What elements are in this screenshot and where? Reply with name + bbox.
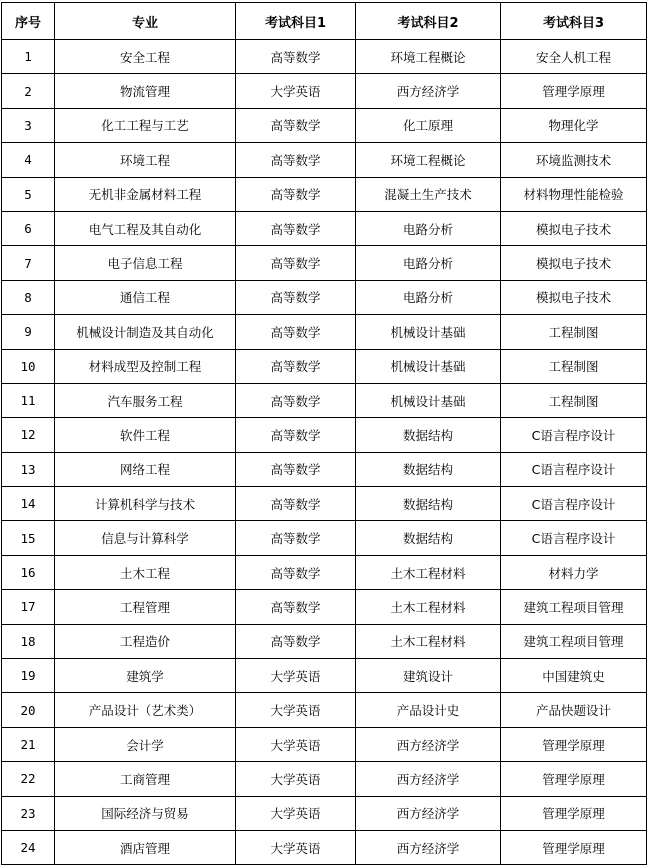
cell-subject-2: 西方经济学	[356, 727, 501, 761]
table-row	[2, 487, 647, 521]
table-row	[2, 40, 647, 74]
cell-subject-1: 高等数学	[236, 315, 356, 349]
cell-index: 22	[2, 762, 55, 796]
cell-subject-3: 管理学原理	[501, 796, 647, 830]
cell-index: 21	[2, 727, 55, 761]
cell-subject-3: 建筑工程项目管理	[501, 590, 647, 624]
cell-subject-2: 电路分析	[356, 246, 501, 280]
cell-index: 16	[2, 555, 55, 589]
cell-subject-1: 高等数学	[236, 143, 356, 177]
header-row	[2, 3, 647, 40]
cell-subject-3: 管理学原理	[501, 74, 647, 108]
cell-subject-3: 建筑工程项目管理	[501, 624, 647, 658]
cell-subject-2: 土木工程材料	[356, 555, 501, 589]
exam-subjects-table	[1, 2, 647, 865]
cell-major: 计算机科学与技术	[55, 487, 236, 521]
table-row	[2, 762, 647, 796]
cell-index: 1	[2, 40, 55, 74]
cell-major: 通信工程	[55, 280, 236, 314]
table-row	[2, 624, 647, 658]
cell-index: 18	[2, 624, 55, 658]
cell-major: 工程管理	[55, 590, 236, 624]
table-row	[2, 211, 647, 245]
cell-index: 11	[2, 383, 55, 417]
cell-index: 12	[2, 418, 55, 452]
cell-major: 工商管理	[55, 762, 236, 796]
table-row	[2, 452, 647, 486]
cell-subject-2: 混凝土生产技术	[356, 177, 501, 211]
table-row	[2, 555, 647, 589]
cell-major: 信息与计算科学	[55, 521, 236, 555]
cell-subject-3: 产品快题设计	[501, 693, 647, 727]
cell-index: 20	[2, 693, 55, 727]
cell-subject-3: 中国建筑史	[501, 659, 647, 693]
cell-major: 电子信息工程	[55, 246, 236, 280]
cell-major: 机械设计制造及其自动化	[55, 315, 236, 349]
cell-subject-1: 高等数学	[236, 349, 356, 383]
cell-subject-1: 高等数学	[236, 280, 356, 314]
cell-major: 环境工程	[55, 143, 236, 177]
cell-major: 化工工程与工艺	[55, 108, 236, 142]
table-body	[2, 40, 647, 865]
cell-subject-3: 工程制图	[501, 315, 647, 349]
cell-major: 土木工程	[55, 555, 236, 589]
table-row	[2, 280, 647, 314]
cell-index: 24	[2, 830, 55, 864]
cell-major: 网络工程	[55, 452, 236, 486]
cell-subject-3: 物理化学	[501, 108, 647, 142]
cell-subject-3: C语言程序设计	[501, 418, 647, 452]
cell-subject-2: 化工原理	[356, 108, 501, 142]
cell-subject-2: 环境工程概论	[356, 40, 501, 74]
cell-subject-1: 大学英语	[236, 727, 356, 761]
cell-subject-3: 管理学原理	[501, 727, 647, 761]
cell-major: 汽车服务工程	[55, 383, 236, 417]
cell-subject-1: 高等数学	[236, 108, 356, 142]
table-row	[2, 796, 647, 830]
cell-index: 17	[2, 590, 55, 624]
cell-subject-2: 电路分析	[356, 280, 501, 314]
cell-subject-2: 机械设计基础	[356, 349, 501, 383]
cell-subject-1: 高等数学	[236, 624, 356, 658]
cell-major: 建筑学	[55, 659, 236, 693]
table-row	[2, 383, 647, 417]
cell-index: 6	[2, 211, 55, 245]
header-subject-1: 考试科目1	[236, 3, 356, 40]
table-row	[2, 143, 647, 177]
cell-index: 10	[2, 349, 55, 383]
cell-index: 14	[2, 487, 55, 521]
table-row	[2, 177, 647, 211]
cell-subject-2: 数据结构	[356, 487, 501, 521]
table-row	[2, 727, 647, 761]
table-row	[2, 830, 647, 864]
header-major: 专业	[55, 3, 236, 40]
cell-subject-1: 高等数学	[236, 555, 356, 589]
cell-subject-1: 大学英语	[236, 796, 356, 830]
cell-index: 2	[2, 74, 55, 108]
cell-major: 物流管理	[55, 74, 236, 108]
cell-subject-2: 土木工程材料	[356, 590, 501, 624]
cell-subject-2: 西方经济学	[356, 74, 501, 108]
cell-subject-2: 建筑设计	[356, 659, 501, 693]
cell-index: 13	[2, 452, 55, 486]
cell-subject-2: 西方经济学	[356, 830, 501, 864]
header-subject-3: 考试科目3	[501, 3, 647, 40]
cell-subject-3: C语言程序设计	[501, 487, 647, 521]
cell-subject-3: 工程制图	[501, 383, 647, 417]
cell-subject-1: 高等数学	[236, 452, 356, 486]
cell-subject-1: 大学英语	[236, 762, 356, 796]
cell-subject-3: 模拟电子技术	[501, 280, 647, 314]
cell-index: 8	[2, 280, 55, 314]
cell-subject-1: 大学英语	[236, 693, 356, 727]
cell-subject-1: 大学英语	[236, 830, 356, 864]
cell-subject-2: 西方经济学	[356, 796, 501, 830]
cell-subject-1: 高等数学	[236, 40, 356, 74]
table-row	[2, 74, 647, 108]
table-row	[2, 246, 647, 280]
cell-subject-3: 环境监测技术	[501, 143, 647, 177]
cell-index: 19	[2, 659, 55, 693]
header-subject-2: 考试科目2	[356, 3, 501, 40]
cell-subject-1: 高等数学	[236, 521, 356, 555]
cell-subject-1: 高等数学	[236, 418, 356, 452]
cell-subject-3: 工程制图	[501, 349, 647, 383]
cell-major: 工程造价	[55, 624, 236, 658]
cell-subject-2: 土木工程材料	[356, 624, 501, 658]
cell-subject-2: 机械设计基础	[356, 315, 501, 349]
cell-subject-2: 数据结构	[356, 452, 501, 486]
cell-index: 15	[2, 521, 55, 555]
cell-subject-1: 高等数学	[236, 246, 356, 280]
table-row	[2, 418, 647, 452]
cell-subject-1: 高等数学	[236, 487, 356, 521]
table-row	[2, 521, 647, 555]
table-row	[2, 590, 647, 624]
table-row	[2, 659, 647, 693]
cell-subject-3: 材料力学	[501, 555, 647, 589]
cell-subject-2: 环境工程概论	[356, 143, 501, 177]
cell-index: 23	[2, 796, 55, 830]
cell-subject-1: 高等数学	[236, 590, 356, 624]
cell-index: 3	[2, 108, 55, 142]
cell-major: 电气工程及其自动化	[55, 211, 236, 245]
cell-subject-2: 西方经济学	[356, 762, 501, 796]
cell-subject-1: 高等数学	[236, 211, 356, 245]
cell-subject-3: C语言程序设计	[501, 452, 647, 486]
cell-major: 安全工程	[55, 40, 236, 74]
table-row	[2, 693, 647, 727]
cell-subject-3: 管理学原理	[501, 830, 647, 864]
cell-index: 9	[2, 315, 55, 349]
cell-index: 5	[2, 177, 55, 211]
cell-major: 国际经济与贸易	[55, 796, 236, 830]
header-index: 序号	[2, 3, 55, 40]
cell-subject-1: 高等数学	[236, 177, 356, 211]
cell-subject-3: 模拟电子技术	[501, 211, 647, 245]
cell-major: 材料成型及控制工程	[55, 349, 236, 383]
cell-subject-2: 数据结构	[356, 521, 501, 555]
table-row	[2, 108, 647, 142]
cell-subject-2: 电路分析	[356, 211, 501, 245]
cell-major: 软件工程	[55, 418, 236, 452]
cell-major: 无机非金属材料工程	[55, 177, 236, 211]
cell-subject-3: 管理学原理	[501, 762, 647, 796]
cell-subject-3: 材料物理性能检验	[501, 177, 647, 211]
cell-subject-1: 大学英语	[236, 74, 356, 108]
cell-subject-2: 数据结构	[356, 418, 501, 452]
cell-major: 会计学	[55, 727, 236, 761]
cell-subject-2: 产品设计史	[356, 693, 501, 727]
cell-subject-2: 机械设计基础	[356, 383, 501, 417]
cell-subject-3: C语言程序设计	[501, 521, 647, 555]
cell-subject-1: 大学英语	[236, 659, 356, 693]
cell-index: 7	[2, 246, 55, 280]
cell-subject-3: 模拟电子技术	[501, 246, 647, 280]
cell-major: 酒店管理	[55, 830, 236, 864]
cell-major: 产品设计（艺术类）	[55, 693, 236, 727]
cell-subject-3: 安全人机工程	[501, 40, 647, 74]
cell-index: 4	[2, 143, 55, 177]
table-header	[2, 3, 647, 40]
cell-subject-1: 高等数学	[236, 383, 356, 417]
table-row	[2, 315, 647, 349]
table-row	[2, 349, 647, 383]
